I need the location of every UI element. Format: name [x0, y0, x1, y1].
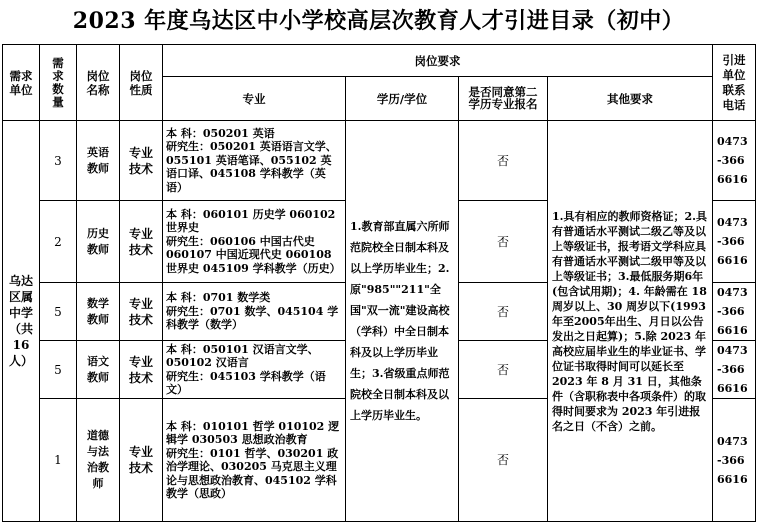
position-nature-cell: 专业技术: [120, 341, 163, 399]
position-name-cell: 数学教师: [77, 283, 120, 341]
phone-cell: 0473-3666616: [713, 341, 756, 399]
count-cell: 5: [40, 341, 77, 399]
phone-cell: 0473-3666616: [713, 399, 756, 522]
second-degree-cell: 否: [459, 399, 548, 522]
education-cell: 1.教育部直属六所师范院校全日制本科及以上学历毕业生；2.原"985""211"全国"双一流"建设高校（学科）中全日制本科及以上学历毕业生；3.省级重点师范院校全日制本科及以上学历毕业生。: [346, 121, 459, 522]
position-nature-cell: 专业技术: [120, 201, 163, 283]
second-degree-cell: 否: [459, 341, 548, 399]
table-row: [3, 121, 756, 201]
position-name-cell: 历史教师: [77, 201, 120, 283]
position-name-cell: 英语教师: [77, 121, 120, 201]
header-requirements: 岗位要求: [163, 45, 713, 77]
count-cell: 5: [40, 283, 77, 341]
second-degree-cell: 否: [459, 121, 548, 201]
position-nature-cell: 专业技术: [120, 283, 163, 341]
header-other: 其他要求: [548, 77, 713, 121]
position-nature-cell: 专业技术: [120, 121, 163, 201]
header-second-degree: 是否同意第二学历专业报名: [459, 77, 548, 121]
major-cell: 本 科：050101 汉语言文学、050102 汉语言 研究生：045103 学科教学（语文）: [163, 341, 346, 399]
header-count: 需求数量: [40, 45, 77, 121]
phone-cell: 0473-3666616: [713, 201, 756, 283]
major-cell: 本 科：050201 英语 研究生：050201 英语语言文学、055101 英语笔译、055102 英语口译、045108 学科教学（英语）: [163, 121, 346, 201]
header-phone: 引进单位联系电话: [713, 45, 756, 121]
recruitment-table: [2, 44, 756, 522]
other-requirements-cell: 1.具有相应的教师资格证；2.具有普通话水平测试二级乙等及以上等级证书，报考语文学科应具有普通话水平测试二级甲等及以上等级证书；3.最低服务期6年(包含试用期)；4. 年龄需在 18 周岁以上、30 周岁以下(1993年至2005年出生、月日以公告发出之日起算)；5.除 2023 年高校应届毕业生的毕业证书、学位证书取得时间可以延长至 2023 年 8 月 31 日，其他条件（含职称表中各项条件）的取得时间要求为 2023 年引进报名之日（不含）之前。: [548, 121, 713, 522]
count-cell: 2: [40, 201, 77, 283]
header-name: 岗位名称: [77, 45, 120, 121]
header-major: 专业: [163, 77, 346, 121]
second-degree-cell: 否: [459, 201, 548, 283]
count-cell: 1: [40, 399, 77, 522]
second-degree-cell: 否: [459, 283, 548, 341]
major-cell: 本 科：0701 数学类 研究生：0701 数学、045104 学科教学（数学）: [163, 283, 346, 341]
major-cell: 本 科：010101 哲学 010102 逻辑学 030503 思想政治教育 研究生：0101 哲学、030201 政治学理论、030205 马克思主义理论与思想政治教育、045102 学科教学（思政）: [163, 399, 346, 522]
phone-cell: 0473-3666616: [713, 121, 756, 201]
count-cell: 3: [40, 121, 77, 201]
position-nature-cell: 专业技术: [120, 399, 163, 522]
unit-cell: 乌达区属中学（共16人）: [3, 121, 40, 522]
position-name-cell: 道德与法治教师: [77, 399, 120, 522]
header-unit: 需求单位: [3, 45, 40, 121]
major-cell: 本 科：060101 历史学 060102 世界史 研究生：060106 中国古代史 060107 中国近现代史 060108 世界史 045109 学科教学（历史）: [163, 201, 346, 283]
header-row-1: [3, 45, 756, 77]
header-education: 学历/学位: [346, 77, 459, 121]
phone-cell: 0473-3666616: [713, 283, 756, 341]
position-name-cell: 语文教师: [77, 341, 120, 399]
page-title: 2023 年度乌达区中小学校高层次教育人才引进目录（初中）: [72, 8, 685, 34]
header-nature: 岗位性质: [120, 45, 163, 121]
